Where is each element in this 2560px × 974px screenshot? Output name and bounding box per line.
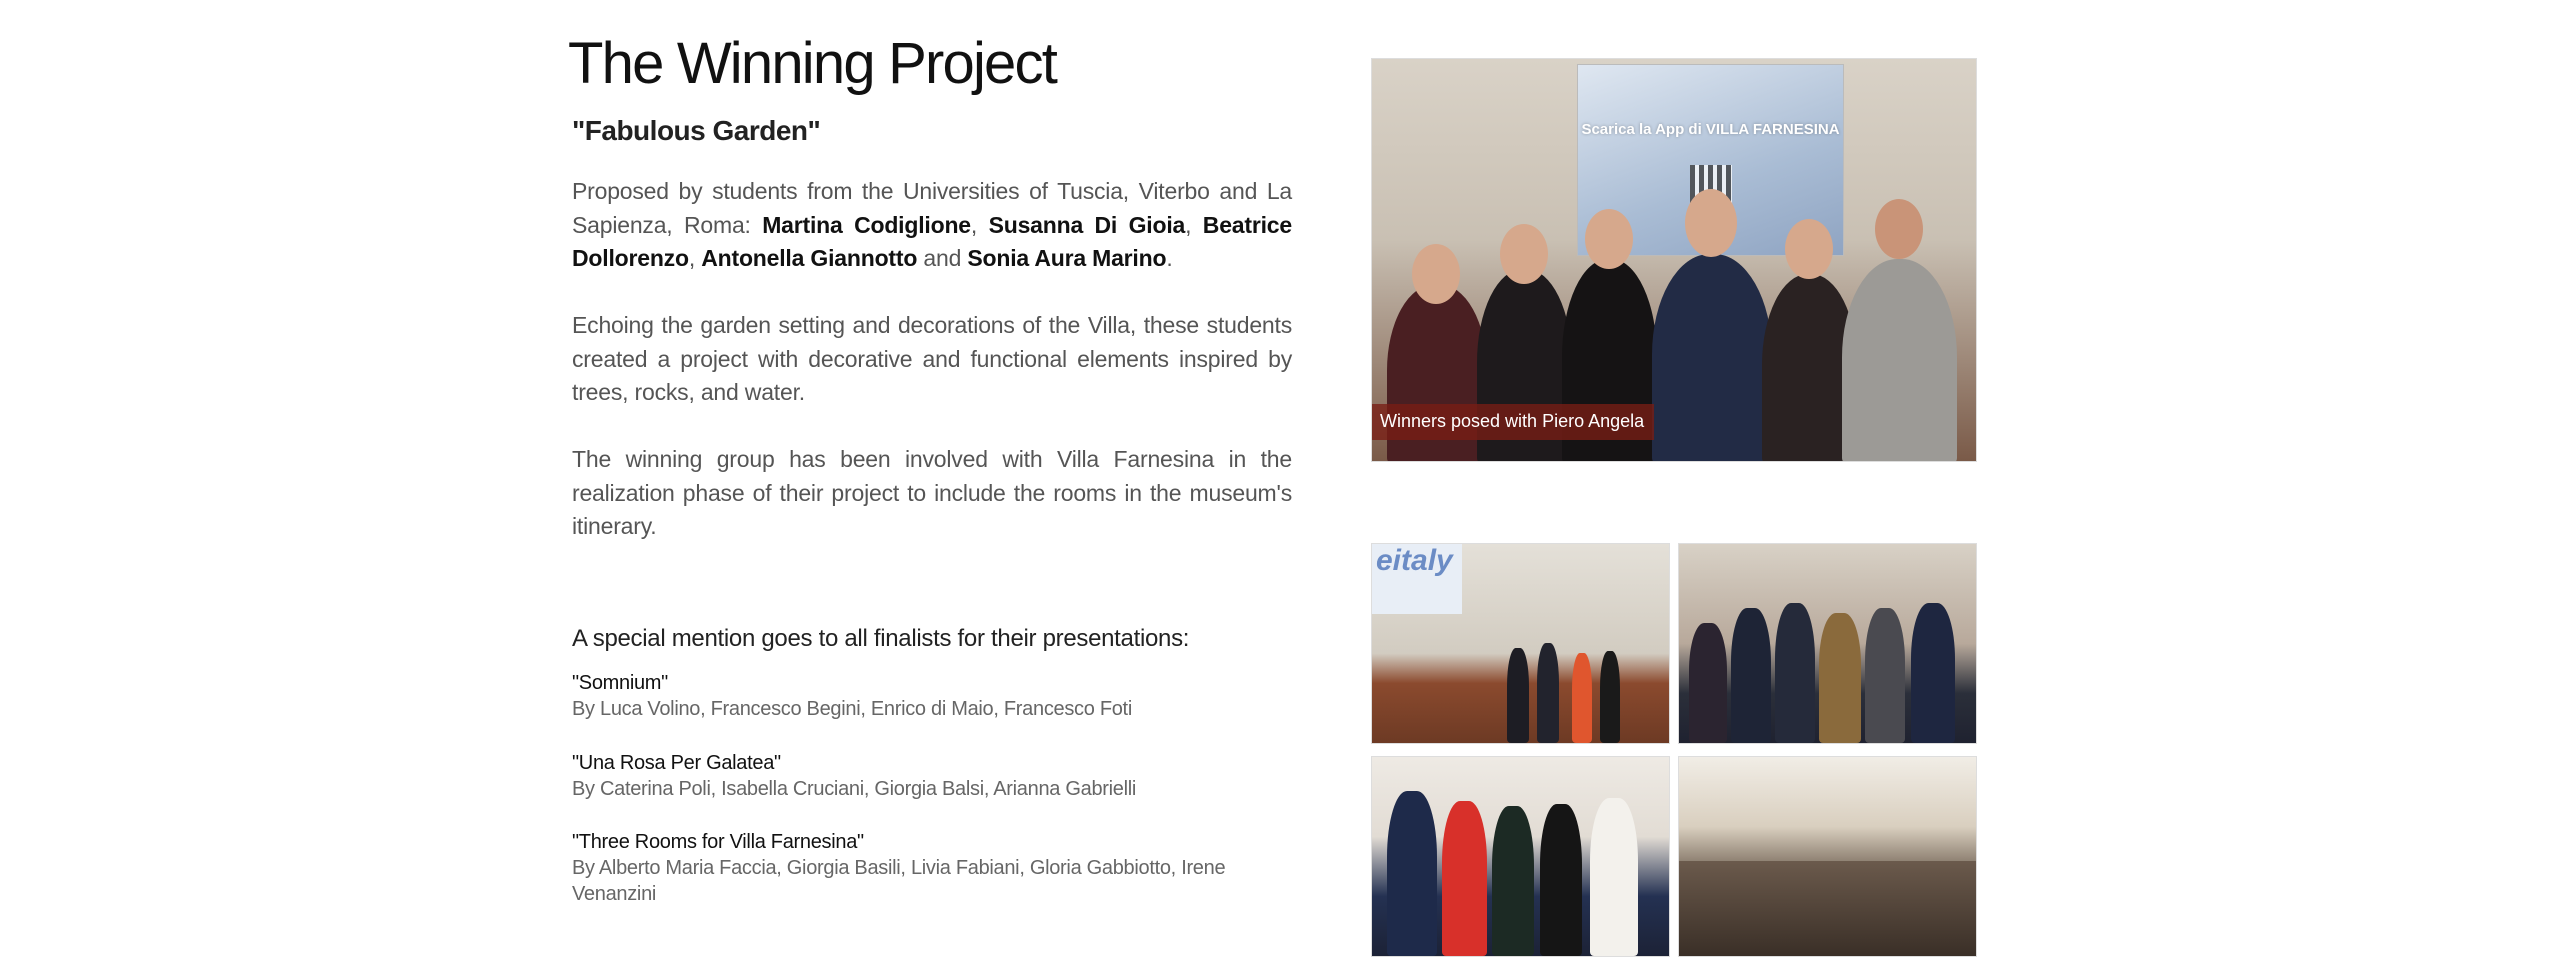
screen-text: Scarica la App di VILLA FARNESINA xyxy=(1581,121,1840,138)
gallery-thumbnail[interactable] xyxy=(1371,543,1670,744)
period: . xyxy=(1166,245,1173,271)
person-head xyxy=(1500,224,1548,284)
person-figure xyxy=(1507,648,1529,743)
person-figure xyxy=(1652,254,1772,462)
audience-crowd xyxy=(1679,861,1976,956)
gallery-thumbnail[interactable] xyxy=(1678,543,1977,744)
finalist-authors: By Caterina Poli, Isabella Cruciani, Giorgia Balsi, Arianna Gabrielli xyxy=(572,778,1137,800)
paragraph-winners xyxy=(572,175,1292,276)
person-figure xyxy=(1590,798,1638,956)
person-figure xyxy=(1537,643,1559,743)
person-figure xyxy=(1819,613,1861,743)
person-head xyxy=(1875,199,1923,259)
person-figure xyxy=(1775,603,1815,743)
person-head xyxy=(1585,209,1633,269)
finalist-title: "Somnium" xyxy=(572,672,668,694)
person-figure xyxy=(1600,651,1620,743)
person-figure xyxy=(1865,608,1905,743)
person-figure xyxy=(1387,791,1437,956)
winner-name: Martina Codiglione xyxy=(762,211,971,238)
gallery-thumbnail[interactable] xyxy=(1371,756,1670,957)
person-head xyxy=(1785,219,1833,279)
winners-photo[interactable] xyxy=(1371,58,1977,462)
finalist-title: "Three Rooms for Villa Farnesina" xyxy=(572,831,864,853)
winner-name: Sonia Aura Marino xyxy=(967,245,1167,271)
winner-name: Antonella Giannotto xyxy=(701,245,918,271)
person-figure xyxy=(1492,806,1534,956)
person-figure xyxy=(1842,259,1957,462)
gallery-thumbnail[interactable] xyxy=(1678,756,1977,957)
finalist-entry xyxy=(572,670,1292,722)
event-logo: eitaly xyxy=(1372,544,1462,614)
person-figure xyxy=(1572,653,1592,743)
winner-name: Beatrice Dollorenzo xyxy=(572,211,1292,271)
finalist-entry xyxy=(572,750,1292,802)
separator: , xyxy=(970,211,989,238)
paragraph-description: Echoing the garden setting and decorations of the Villa, these students created a project with decorative and functional elements inspired by trees, rocks, and water. xyxy=(572,312,1292,405)
paragraph-realization: The winning group has been involved with Villa Farnesina in the realization phase of their project to include the rooms in the museum's itinerary. xyxy=(572,446,1292,539)
finalist-authors: By Alberto Maria Faccia, Giorgia Basili, Livia Fabiani, Gloria Gabbiotto, Irene Venanzini xyxy=(572,857,1226,905)
photo-caption: Winners posed with Piero Angela xyxy=(1372,404,1654,440)
finalist-entry xyxy=(572,829,1292,907)
person-figure xyxy=(1911,603,1955,743)
finalist-authors: By Luca Volino, Francesco Begini, Enrico di Maio, Francesco Foti xyxy=(572,698,1132,720)
finalist-title: "Una Rosa Per Galatea" xyxy=(572,752,781,774)
winner-name: Susanna Di Gioia xyxy=(988,211,1186,238)
person-head xyxy=(1685,189,1737,257)
special-mention-heading: A special mention goes to all finalists for their presentations: xyxy=(572,625,1190,652)
separator: , xyxy=(1185,211,1203,238)
person-figure xyxy=(1442,801,1487,956)
person-head xyxy=(1412,244,1460,304)
person-figure xyxy=(1689,623,1727,743)
person-figure xyxy=(1731,608,1771,743)
separator: , xyxy=(688,245,702,271)
page-title: The Winning Project xyxy=(568,31,1057,96)
conjunction: and xyxy=(917,245,968,271)
person-figure xyxy=(1540,804,1582,956)
project-name: "Fabulous Garden" xyxy=(572,115,821,146)
paragraph-intro: Proposed by students from the Universities of Tuscia, Viterbo and La Sapienza, Roma: xyxy=(572,178,1292,238)
